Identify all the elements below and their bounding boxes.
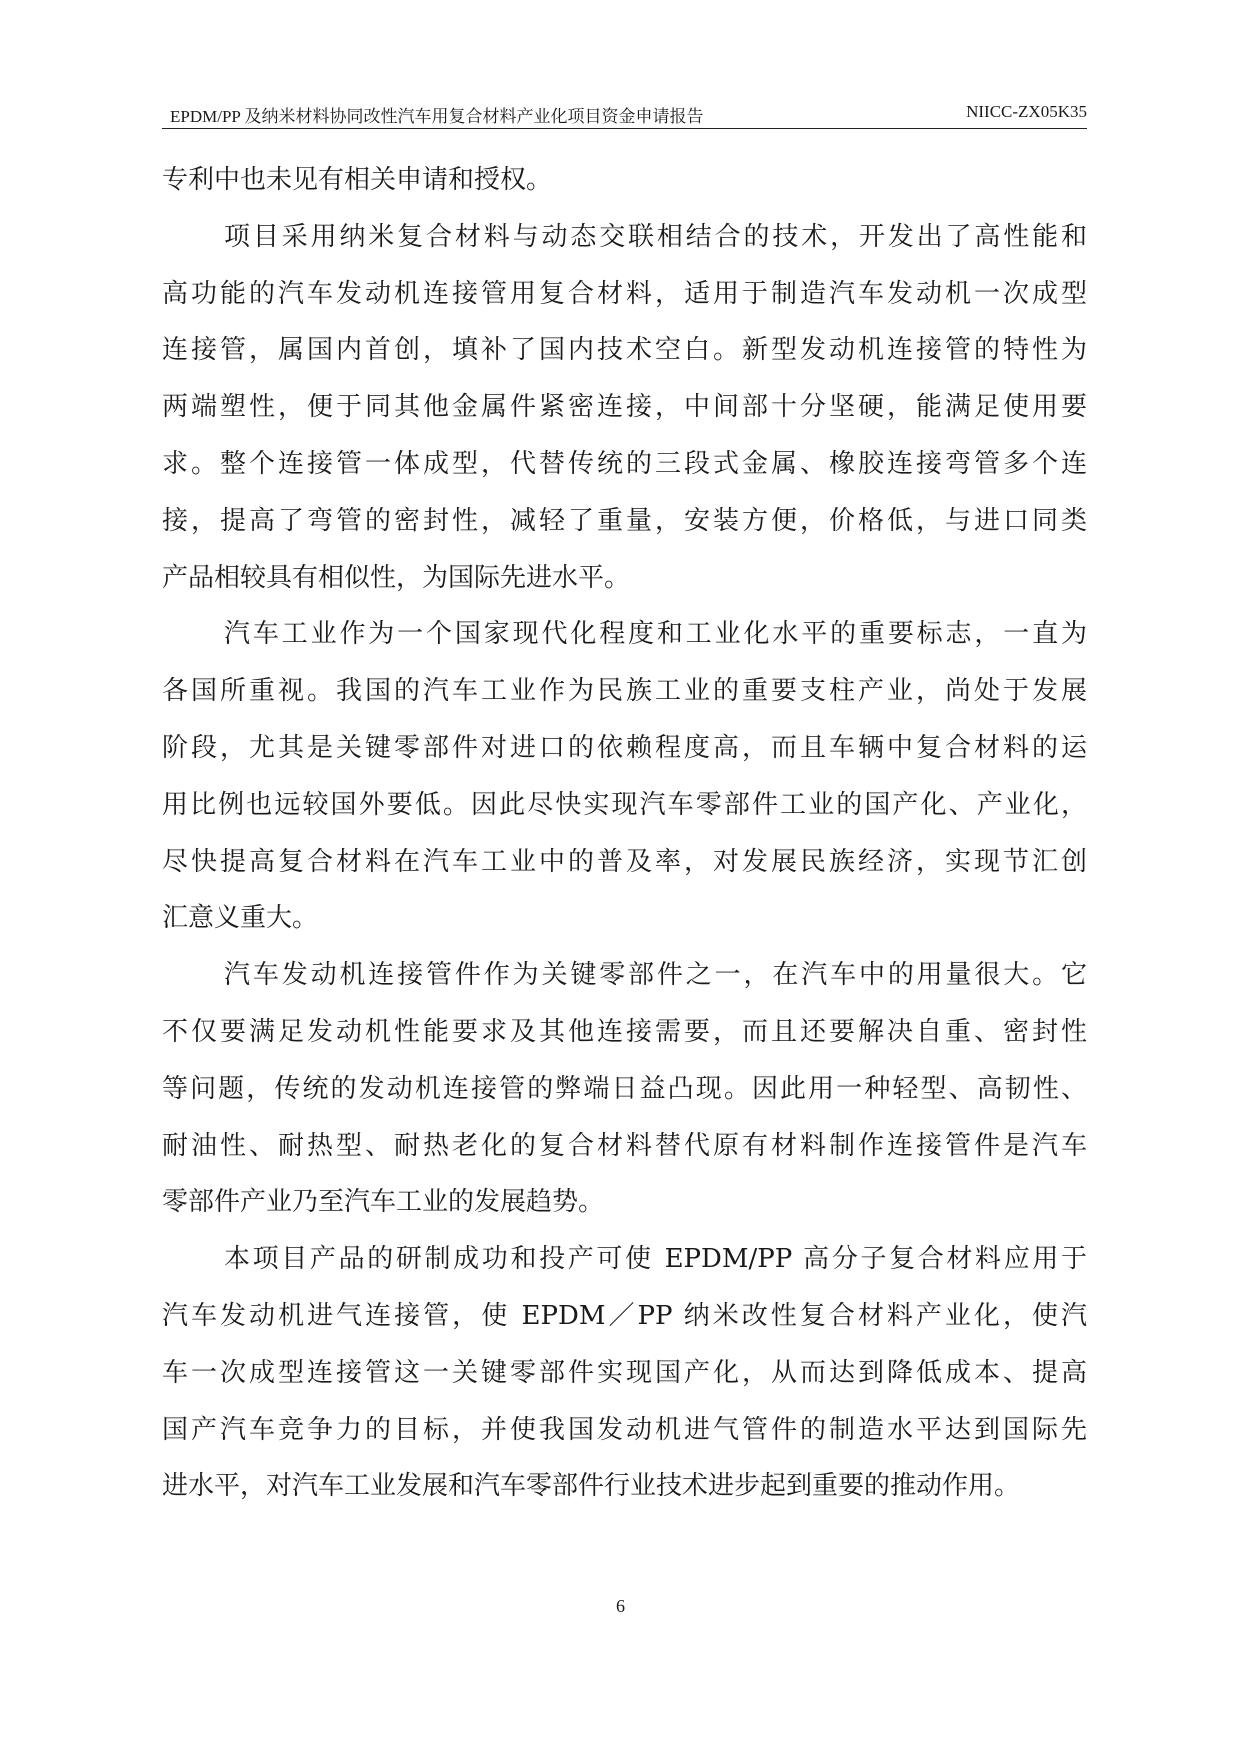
paragraph-1-line-4: 求。整个连接管一体成型，代替传统的三段式金属、橡胶连接弯管多个连 [162, 448, 1087, 479]
paragraph-3-line-3: 耐油性、耐热型、耐热老化的复合材料替代原有材料制作连接管件是汽车 [162, 1130, 1087, 1161]
paragraph-3-line-1: 不仅要满足发动机性能要求及其他连接需要，而且还要解决自重、密封性 [162, 1016, 1087, 1047]
paragraph-2-line-4: 尽快提高复合材料在汽车工业中的普及率，对发展民族经济，实现节汇创 [162, 846, 1087, 877]
paragraph-4-line-4: 进水平，对汽车工业发展和汽车零部件行业技术进步起到重要的推动作用。 [162, 1471, 1021, 1502]
page-number: 6 [616, 1596, 625, 1616]
paragraph-4-line-2: 车一次成型连接管这一关键零部件实现国产化，从而达到降低成本、提高 [162, 1357, 1087, 1388]
paragraph-2-line-1: 各国所重视。我国的汽车工业作为民族工业的重要支柱产业，尚处于发展 [162, 676, 1087, 707]
paragraph-1-line-2: 连接管，属国内首创，填补了国内技术空白。新型发动机连接管的特性为 [162, 335, 1087, 366]
paragraph-1-line-6: 产品相较具有相似性，为国际先进水平。 [162, 562, 631, 593]
paragraph-2-line-2: 阶段，尤其是关键零部件对进口的依赖程度高，而且车辆中复合材料的运 [162, 732, 1087, 763]
page-header [162, 100, 1087, 129]
paragraph-2-line-5: 汇意义重大。 [162, 903, 319, 934]
header-title: EPDM/PP 及纳米材料协同改性汽车用复合材料产业化项目资金申请报告 [170, 107, 704, 126]
paragraph-1-line-5: 接，提高了弯管的密封性，减轻了重量，安装方便，价格低，与进口同类 [162, 505, 1087, 536]
paragraph-2-line-3: 用比例也远较国外要低。因此尽快实现汽车零部件工业的国产化、产业化， [162, 789, 1087, 820]
document-body [162, 152, 1087, 1515]
paragraph-3-line-4: 零部件产业乃至汽车工业的发展趋势。 [162, 1187, 605, 1218]
paragraph-4-line-0: 本项目产品的研制成功和投产可使 EPDM/PP 高分子复合材料应用于 [224, 1244, 1087, 1275]
paragraph-4-line-1: 汽车发动机进气连接管，使 EPDM／PP 纳米改性复合材料产业化，使汽 [162, 1300, 1087, 1331]
header-code: NIICC-ZX05K35 [966, 102, 1087, 121]
paragraph-1-line-1: 高功能的汽车发动机连接管用复合材料，适用于制造汽车发动机一次成型 [162, 278, 1087, 309]
paragraph-3-line-0: 汽车发动机连接管件作为关键零部件之一，在汽车中的用量很大。它 [224, 960, 1087, 991]
paragraph-4-line-3: 国产汽车竞争力的目标，并使我国发动机进气管件的制造水平达到国际先 [162, 1414, 1087, 1445]
paragraph-1-line-3: 两端塑性，便于同其他金属件紧密连接，中间部十分坚硬，能满足使用要 [162, 392, 1087, 423]
paragraph-3-line-2: 等问题，传统的发动机连接管的弊端日益凸现。因此用一种轻型、高韧性、 [162, 1073, 1087, 1104]
paragraph-1-line-0: 项目采用纳米复合材料与动态交联相结合的技术，开发出了高性能和 [224, 221, 1087, 252]
paragraph-2-line-0: 汽车工业作为一个国家现代化程度和工业化水平的重要标志，一直为 [224, 619, 1087, 650]
paragraph-0-line-0: 专利中也未见有相关申请和授权。 [162, 165, 553, 195]
